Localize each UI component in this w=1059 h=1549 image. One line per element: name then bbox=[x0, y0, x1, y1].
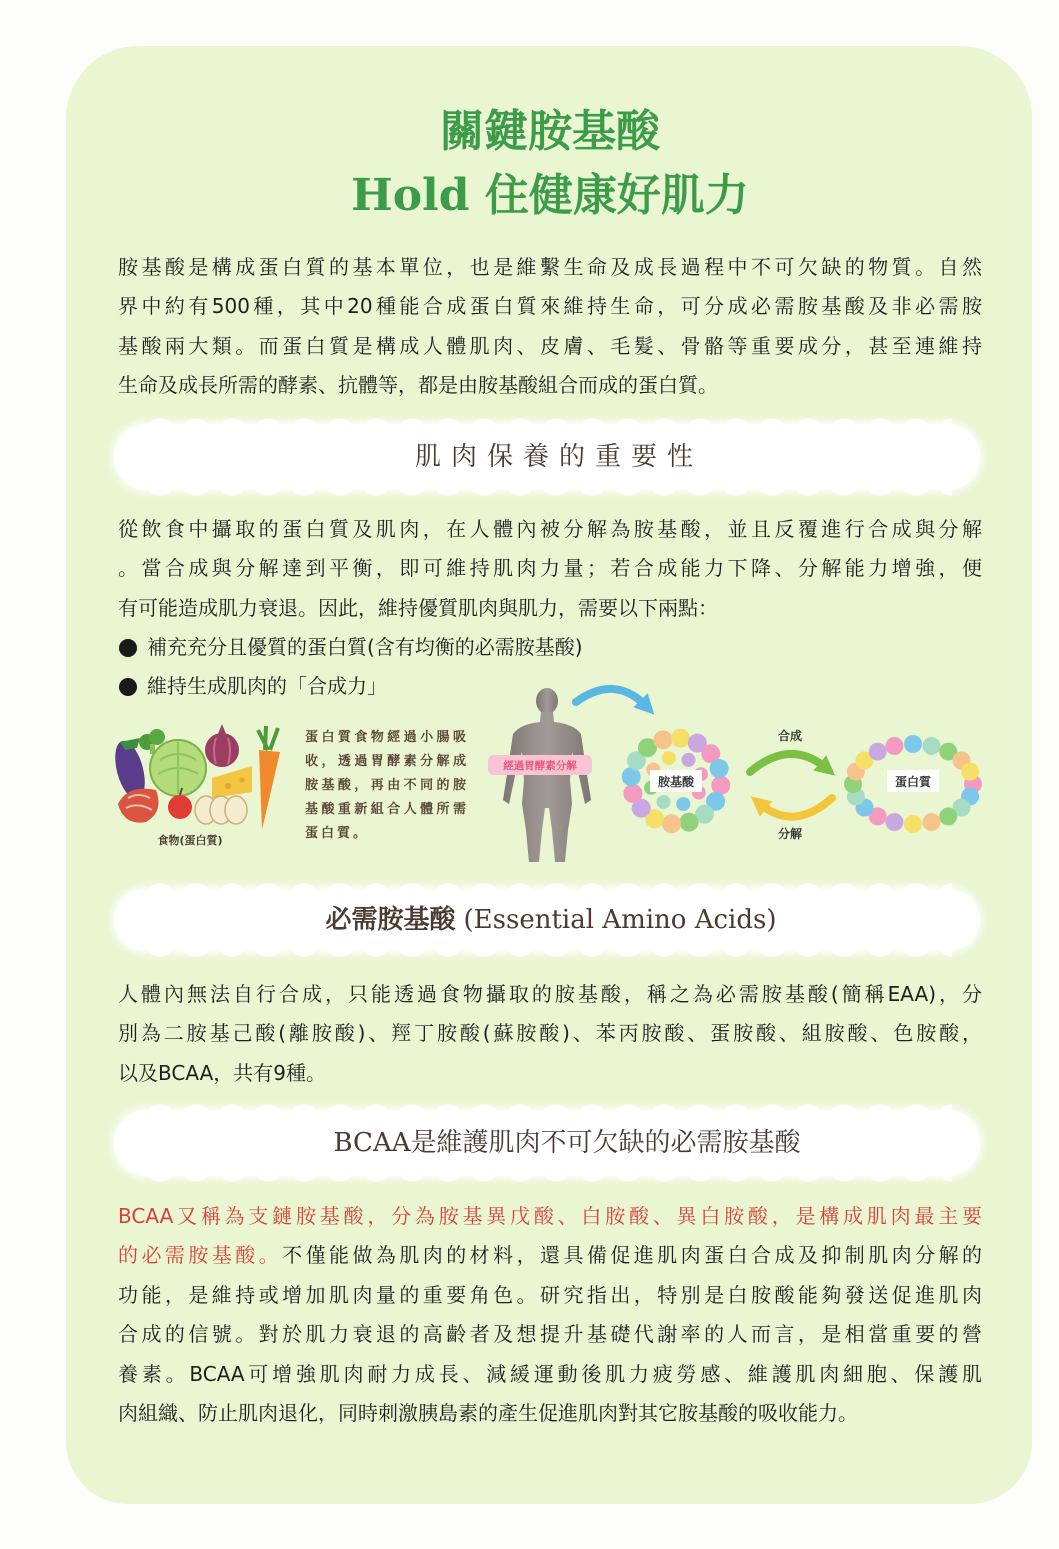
paragraph-line: 養素。BCAA可增強肌肉耐力成長、減緩運動後肌力疲勞感、維護肌肉細胞、保護肌 bbox=[118, 1361, 982, 1386]
description-line: 胺基酸，再由不同的胺 bbox=[305, 778, 469, 793]
decomposition-arrow-icon bbox=[760, 798, 832, 817]
paragraph-line: 生命及成長所需的酵素、抗體等，都是由胺基酸組合而成的蛋白質。 bbox=[118, 372, 718, 397]
bead-icon bbox=[657, 795, 671, 809]
essential-amino-acids-paragraph bbox=[118, 975, 982, 1093]
section-heading-banner bbox=[114, 424, 980, 490]
section-heading-banner bbox=[114, 889, 980, 951]
food-illustration bbox=[110, 724, 280, 847]
bullet-item bbox=[118, 628, 982, 667]
paragraph-line: 界中約有500種，其中20種能合成蛋白質來維持生命，可分成必需胺基酸及非必需胺 bbox=[118, 294, 982, 319]
bead-icon bbox=[671, 729, 690, 748]
description-line: 蛋白質。 bbox=[305, 826, 370, 841]
bead-icon bbox=[662, 814, 681, 833]
bead-icon bbox=[904, 735, 922, 753]
cabbage-icon bbox=[150, 740, 206, 796]
paragraph-line: 合成的信號。對於肌力衰退的高齡者及想提升基礎代謝率的人而言，是相當重要的營 bbox=[118, 1322, 982, 1347]
intro-paragraph bbox=[118, 248, 982, 405]
section-heading-banner bbox=[114, 1110, 980, 1176]
bead-icon bbox=[923, 813, 941, 831]
bead-icon bbox=[961, 763, 979, 781]
section-heading-english: (Essential Amino Acids) bbox=[463, 905, 777, 935]
bead-icon bbox=[676, 797, 690, 811]
paragraph-line: 肉組織、防止肌肉退化，同時刺激胰島素的產生促進肌肉對其它胺基酸的吸收能力。 bbox=[118, 1400, 858, 1425]
bullet-text: 補充充分且優質的蛋白質(含有均衡的必需胺基酸) bbox=[147, 634, 583, 659]
bead-icon bbox=[904, 815, 922, 833]
stomach-label: 經過胃酵素分解 bbox=[503, 760, 577, 772]
bead-icon bbox=[923, 737, 941, 755]
bead-icon bbox=[886, 737, 904, 755]
section-heading: BCAA是維護肌肉不可欠缺的必需胺基酸 bbox=[333, 1128, 801, 1158]
paragraph-line: 胺基酸是構成蛋白質的基本單位，也是維繫生命及成長過程中不可欠缺的物質。自然 bbox=[118, 255, 982, 279]
description-line: 收，透過胃酵素分解成 bbox=[305, 754, 469, 769]
bead-icon bbox=[682, 753, 696, 767]
paragraph-line: 從飲食中攝取的蛋白質及肌肉，在人體內被分解為胺基酸，並且反覆進行合成與分解 bbox=[118, 517, 982, 541]
bcaa-paragraph bbox=[118, 1197, 982, 1433]
cheese-icon bbox=[212, 766, 252, 798]
description-line: 蛋白質食物經過小腸吸 bbox=[305, 730, 469, 745]
paragraph-line bbox=[118, 1236, 982, 1275]
bead-icon bbox=[869, 743, 887, 761]
paragraph-line: 以及BCAA，共有9種。 bbox=[118, 1060, 326, 1085]
onion-icon bbox=[205, 724, 239, 767]
paragraph-line: 有可能造成肌力衰退。因此，維持優質肌肉與肌力，需要以下兩點： bbox=[118, 595, 718, 620]
diagram-description bbox=[305, 726, 469, 846]
bread-slices-icon bbox=[195, 796, 247, 824]
synthesis-arrow-icon bbox=[750, 754, 826, 772]
decomposition-label: 分解 bbox=[777, 827, 803, 841]
bead-icon bbox=[654, 730, 673, 749]
highlight-text: 的必需胺基酸。 bbox=[118, 1243, 283, 1268]
section-heading: 肌肉保養的重要性 bbox=[414, 442, 703, 472]
amino-acid-label: 胺基酸 bbox=[657, 775, 695, 789]
page-title: 關鍵胺基酸 bbox=[440, 106, 660, 157]
bead-icon bbox=[710, 759, 729, 778]
bead-icon bbox=[662, 751, 676, 765]
muscle-care-paragraph bbox=[118, 510, 982, 706]
salmon-steak-icon bbox=[118, 789, 158, 823]
carrot-icon bbox=[258, 726, 280, 830]
bullet-text: 維持生成肌肉的「合成力」 bbox=[147, 674, 387, 699]
description-line: 基酸重新組合人體所需 bbox=[305, 802, 469, 817]
bead-icon bbox=[939, 807, 957, 825]
paragraph-line: 功能，是維持或增加肌肉量的重要角色。研究指出，特別是白胺酸能夠發送促進肌肉 bbox=[118, 1282, 982, 1307]
protein-cycle-diagram bbox=[100, 680, 990, 870]
paragraph-line: 別為二胺基己酸(離胺酸)、羥丁胺酸(蘇胺酸)、苯丙胺酸、蛋胺酸、組胺酸、色胺酸， bbox=[118, 1021, 982, 1046]
bead-icon bbox=[886, 813, 904, 831]
page-subtitle: Hold 住健康好肌力 bbox=[351, 170, 749, 221]
paragraph-line: 。當合成與分解達到平衡，即可維持肌肉力量；若合成能力下降、分解能力增強，便 bbox=[118, 556, 982, 581]
digestion-arrow-icon bbox=[576, 689, 646, 706]
paragraph-line-highlight: BCAA又稱為支鏈胺基酸，分為胺基異戊酸、白胺酸、異白胺酸，是構成肌肉最主要 bbox=[118, 1204, 982, 1228]
bead-icon bbox=[680, 813, 699, 832]
paragraph-line: 基酸兩大類。而蛋白質是構成人體肌肉、皮膚、毛髮、骨骼等重要成分，甚至連維持 bbox=[118, 333, 982, 358]
section-heading: 必需胺基酸 bbox=[325, 905, 456, 935]
protein-label: 蛋白質 bbox=[894, 775, 932, 789]
food-label: 食物(蛋白質) bbox=[157, 834, 223, 847]
paragraph-line: 人體內無法自行合成，只能透過食物攝取的胺基酸，稱之為必需胺基酸(簡稱EAA)，分 bbox=[118, 982, 982, 1006]
bullet-dot-icon bbox=[119, 639, 137, 657]
bead-icon bbox=[623, 784, 642, 803]
synthesis-label: 合成 bbox=[777, 729, 803, 743]
body-text: 不僅能做為肌肉的材料，還具備促進肌肉蛋白合成及抑制肌肉分解的 bbox=[282, 1243, 982, 1268]
